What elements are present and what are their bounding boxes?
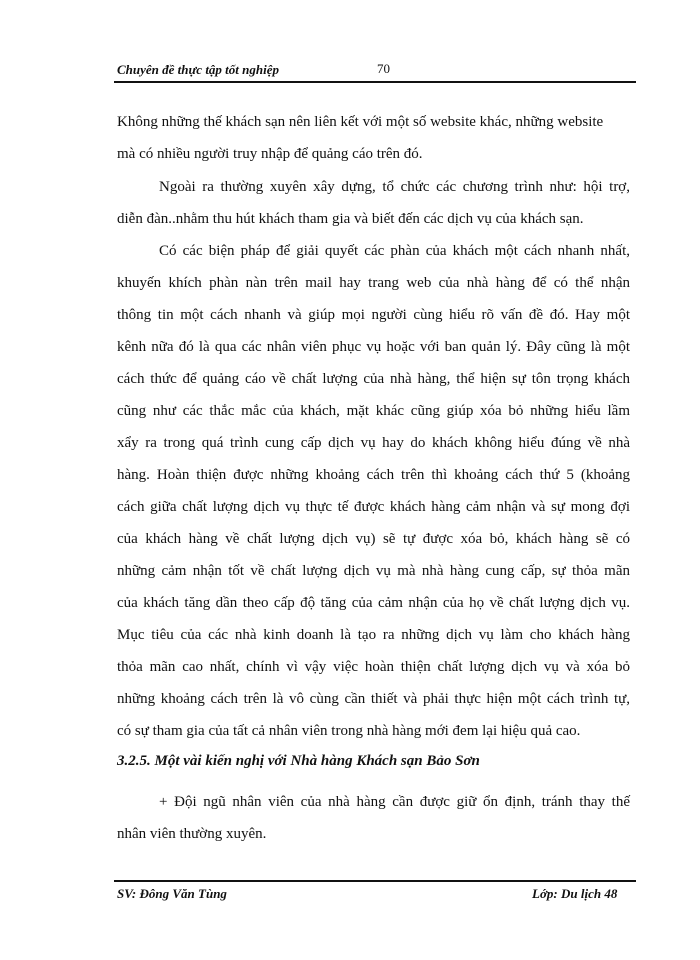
body-line: thỏa mãn cao nhất, chính vì vậy việc hoàn thiện chất lượng dịch vụ và xóa bỏ <box>117 659 630 675</box>
footer-class: Lớp: Du lịch 48 <box>532 886 618 901</box>
body-line: + Đội ngũ nhân viên của nhà hàng cần được giữ ổn định, tránh thay thế <box>159 794 630 810</box>
page-number: 70 <box>377 61 390 76</box>
body-line: mà có nhiều người truy nhập để quảng cáo trên đó. <box>117 146 423 162</box>
body-line: Có các biện pháp để giải quyết các phàn của khách một cách nhanh nhất, <box>159 243 630 259</box>
body-line: của khách hàng về chất lượng dịch vụ) sẽ tự được xóa bỏ, khách hàng sẽ có <box>117 531 630 547</box>
body-line: cũng như các thắc mắc của khách, mặt khác cũng giúp xóa bỏ những hiểu lầm <box>117 403 630 419</box>
body-line: nhân viên thường xuyên. <box>117 826 267 842</box>
body-line: thông tin một cách nhanh và giúp mọi người cùng hiểu rõ vấn đề đó. Hay một <box>117 307 630 323</box>
body-line: Không những thế khách sạn nên liên kết với một số website khác, những website <box>117 114 604 130</box>
body-line: khuyến khích phàn nàn trên mail hay trang web của nhà hàng để có thể nhận <box>117 275 630 291</box>
section-heading: 3.2.5. Một vài kiến nghị với Nhà hàng Khách sạn Bảo Sơn <box>117 753 480 769</box>
body-line: những cảm nhận tốt về chất lượng dịch vụ mà nhà hàng cung cấp, sự thỏa mãn <box>117 563 630 579</box>
body-line: cách thức để quảng cáo về chất lượng của nhà hàng, thể hiện sự tôn trọng khách <box>117 371 630 387</box>
body-line: có sự tham gia của tất cả nhân viên trong nhà hàng mới đem lại hiệu quả cao. <box>117 723 581 739</box>
footer-student: SV: Đông Văn Tùng <box>117 886 227 901</box>
footer-rule <box>114 880 636 882</box>
body-line: kênh nữa đó là qua các nhân viên phục vụ hoặc với ban quản lý. Đây cũng là một <box>117 339 630 355</box>
header-rule <box>114 81 636 83</box>
body-line: những khoảng cách trên là vô cùng cần thiết và phải thực hiện một cách trình tự, <box>117 691 630 707</box>
body-line: của khách tăng dần theo cấp độ tăng của cảm nhận của họ về chất lượng dịch vụ. <box>117 595 630 611</box>
body-line: Mục tiêu của các nhà kinh doanh là tạo ra những dịch vụ làm cho khách hàng <box>117 627 630 643</box>
body-line: cách giữa chất lượng dịch vụ thực tế được khách hàng cảm nhận và sự mong đợi <box>117 499 630 515</box>
body-line: hàng. Hoàn thiện được những khoảng cách trên thì khoảng cách thứ 5 (khoảng <box>117 467 630 483</box>
body-line: diễn đàn..nhằm thu hút khách tham gia và biết đến các dịch vụ của khách sạn. <box>117 211 584 227</box>
header-title: Chuyên đề thực tập tốt nghiệp <box>117 62 279 77</box>
body-line: Ngoài ra thường xuyên xây dựng, tổ chức các chương trình như: hội trợ, <box>159 179 630 195</box>
body-line: xẩy ra trong quá trình cung cấp dịch vụ hay do khách không hiểu đúng về nhà <box>117 435 630 451</box>
